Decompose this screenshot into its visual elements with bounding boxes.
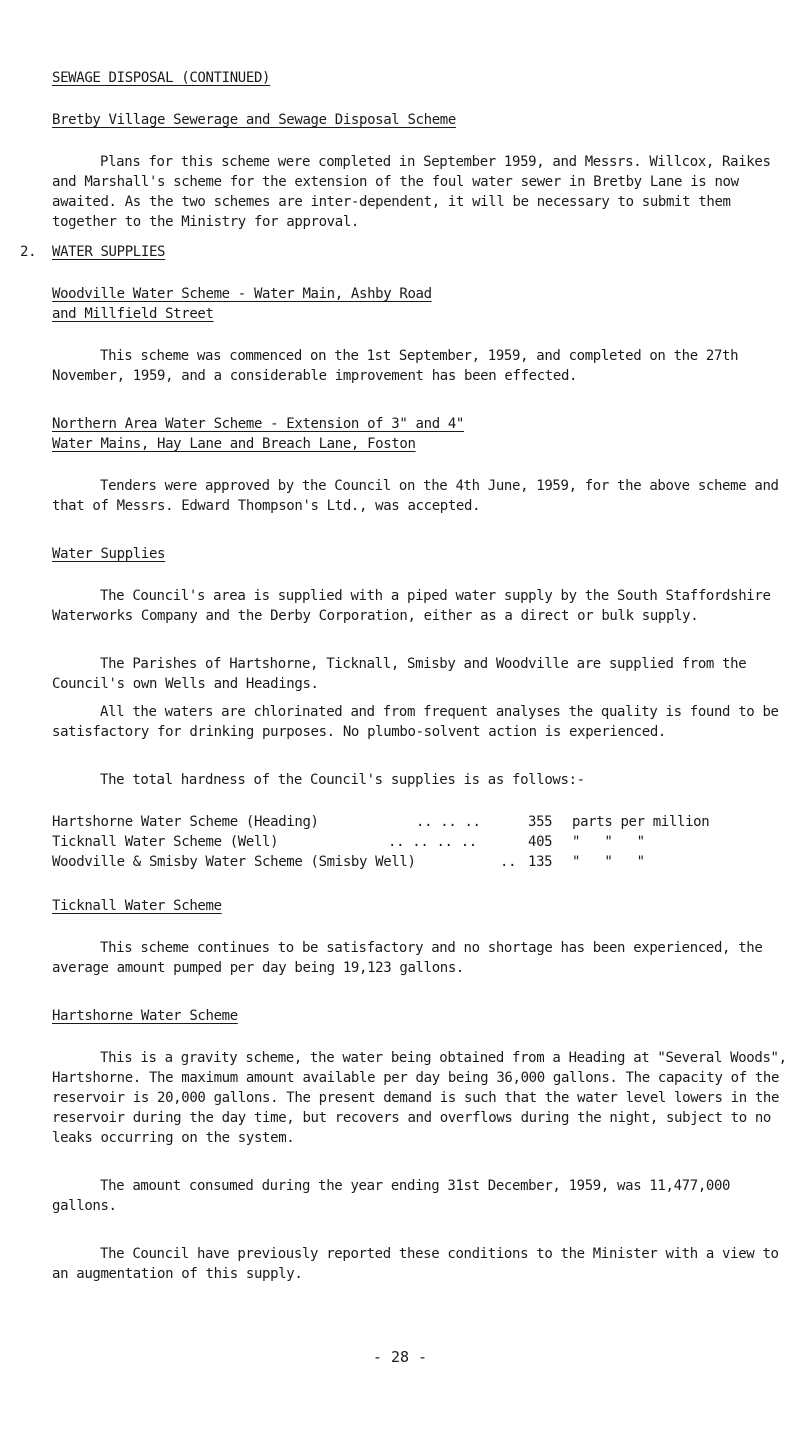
hardness-row <box>52 812 797 832</box>
hartshorne-paragraph-2: The amount consumed during the year ending 31st December, 1959, was 11,477,000 gallons. <box>52 1178 731 1214</box>
woodville-heading-line1: Woodville Water Scheme - Water Main, Ashby Road <box>52 286 432 302</box>
hardness-unit: " " " <box>572 854 645 870</box>
water-supplies-paragraph-2: The Parishes of Hartshorne, Ticknall, Smisby and Woodville are supplied from the Council's own Wells and Headings. <box>52 656 747 692</box>
water-supplies-paragraph-1: The Council's area is supplied with a piped water supply by the South Staffordshire Waterworks Company and the Derby Corporation, either as a direct or bulk supply. <box>52 588 771 624</box>
bretby-heading: Bretby Village Sewerage and Sewage Disposal Scheme <box>52 112 456 128</box>
section-number: 2. <box>20 244 37 260</box>
hardness-value: 355 <box>528 814 553 830</box>
hardness-leader: .. .. .. <box>416 814 481 830</box>
hardness-row <box>52 852 797 872</box>
hardness-table <box>52 812 797 872</box>
running-title: SEWAGE DISPOSAL (CONTINUED) <box>52 70 271 86</box>
northern-heading-line2: Water Mains, Hay Lane and Breach Lane, Foston <box>52 436 416 452</box>
hartshorne-paragraph-3: The Council have previously reported these conditions to the Minister with a view to an augmentation of this supply. <box>52 1246 779 1282</box>
hardness-leader: .. <box>500 854 517 870</box>
northern-paragraph: Tenders were approved by the Council on the 4th June, 1959, for the above scheme and that of Messrs. Edward Thompson's Ltd., was accepted. <box>52 478 779 514</box>
woodville-heading-line2: and Millfield Street <box>52 306 214 322</box>
hardness-unit: parts per million <box>572 814 710 830</box>
page-number: - 28 - <box>372 1348 428 1366</box>
bretby-paragraph: Plans for this scheme were completed in September 1959, and Messrs. Willcox, Raikes and Marshall's scheme for the extension of the foul water sewer in Bretby Lane is now awaited. As the two schemes are inter-dependent, it will be necessary to submit them together to the Ministry for approval. <box>52 154 771 230</box>
water-supplies-paragraph-4: The total hardness of the Council's supplies is as follows:- <box>100 772 585 788</box>
hardness-scheme: Ticknall Water Scheme (Well) <box>52 834 279 850</box>
hartshorne-heading: Hartshorne Water Scheme <box>52 1008 238 1024</box>
ticknall-paragraph: This scheme continues to be satisfactory and no shortage has been experienced, the average amount pumped per day being 19,123 gallons. <box>52 940 763 976</box>
ticknall-heading: Ticknall Water Scheme <box>52 898 222 914</box>
hardness-value: 405 <box>528 834 553 850</box>
water-supplies-heading: Water Supplies <box>52 546 166 562</box>
hardness-unit: " " " <box>572 834 645 850</box>
hardness-scheme: Hartshorne Water Scheme (Heading) <box>52 814 319 830</box>
section-heading-water-supplies: WATER SUPPLIES <box>52 244 166 260</box>
hardness-value: 135 <box>528 854 553 870</box>
hartshorne-paragraph-1: This is a gravity scheme, the water being obtained from a Heading at "Several Woods", Hartshorne. The maximum amount available per day being 36,000 gallons. The capacity of the reservoir is 20,000 gallons. The present demand is such that the water level lowers in the reservoir during the day time, but recovers and overflows during the night, subject to no leaks occurring on the system. <box>52 1050 787 1146</box>
northern-heading-line1: Northern Area Water Scheme - Extension of 3" and 4" <box>52 416 465 432</box>
water-supplies-paragraph-3: All the waters are chlorinated and from frequent analyses the quality is found to be satisfactory for drinking purposes. No plumbo-solvent action is experienced. <box>52 704 779 740</box>
hardness-row <box>52 832 797 852</box>
hardness-scheme: Woodville & Smisby Water Scheme (Smisby Well) <box>52 854 416 870</box>
woodville-paragraph: This scheme was commenced on the 1st September, 1959, and completed on the 27th November, 1959, and a considerable improvement has been effected. <box>52 348 739 384</box>
hardness-leader: .. .. .. .. <box>388 834 477 850</box>
